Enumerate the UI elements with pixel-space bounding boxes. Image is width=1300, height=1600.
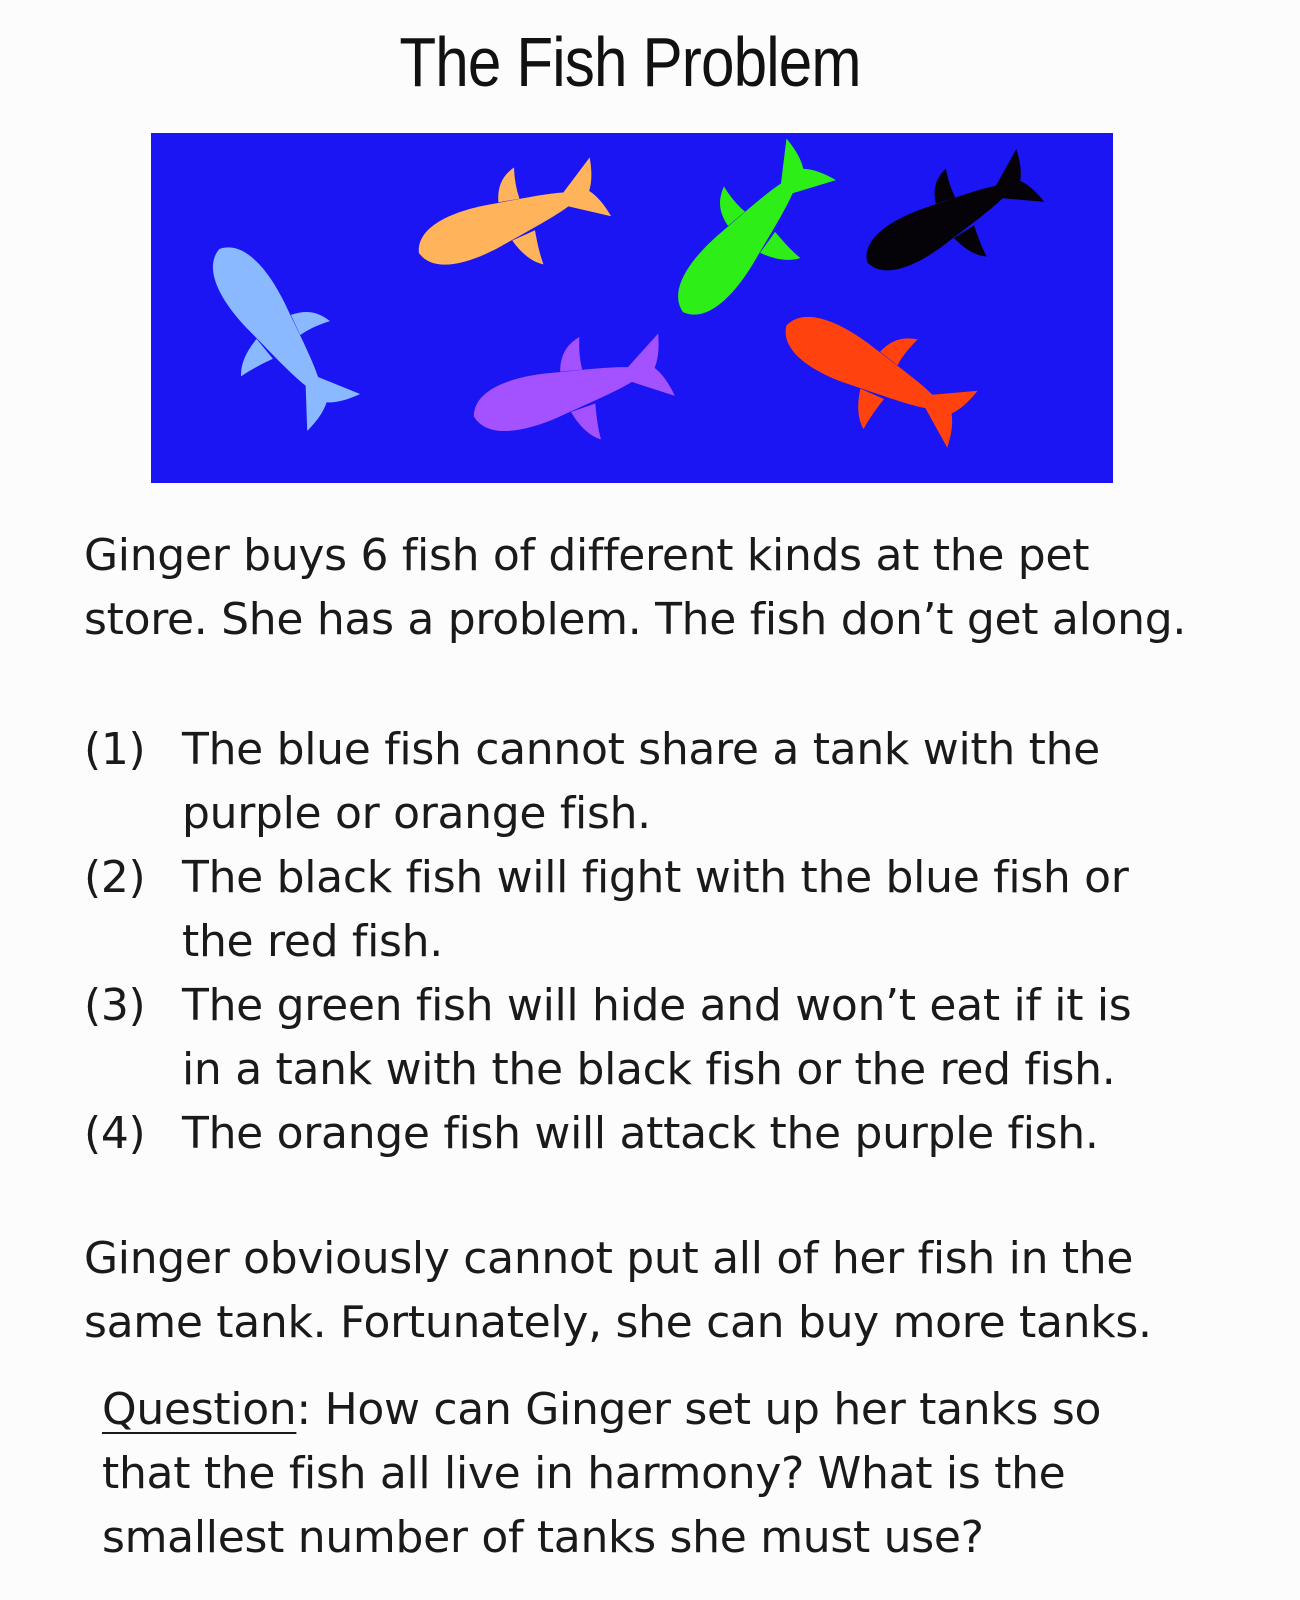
green-fish-shape — [645, 133, 853, 348]
rule-text: The blue fish cannot share a tank with the — [182, 724, 1100, 775]
purple-fish-shape — [461, 317, 681, 470]
rule-1-line-2 — [84, 782, 1131, 846]
rule-text: The green fish will hide and won’t eat if it is — [182, 980, 1132, 1031]
rule-1-line-1 — [84, 718, 1131, 782]
rule-number: (3) — [84, 980, 146, 1031]
rule-text: The black fish will fight with the blue fish or — [182, 852, 1129, 903]
intro-line-1: Ginger buys 6 fish of different kinds at the pet — [84, 530, 1090, 581]
rule-number: (4) — [84, 1108, 146, 1159]
question-text: : How can Ginger set up her tanks so — [296, 1384, 1102, 1435]
question-label: Question — [102, 1384, 297, 1435]
rule-2-line-2 — [84, 910, 1131, 974]
intro-paragraph — [84, 524, 1186, 652]
fish-tank-illustration — [151, 133, 1113, 483]
rule-text: purple or orange fish. — [182, 788, 651, 839]
rule-2-line-1 — [84, 846, 1131, 910]
rule-text: The orange fish will attack the purple fish. — [182, 1108, 1099, 1159]
question-block — [102, 1378, 1101, 1570]
outro-line-2: same tank. Fortunately, she can buy more tanks. — [84, 1297, 1152, 1348]
orange-fish-shape — [403, 142, 619, 303]
blue-fish-shape — [174, 221, 374, 444]
rule-text: in a tank with the black fish or the red fish. — [182, 1044, 1116, 1095]
red-fish-shape — [760, 282, 985, 468]
rule-4-line-1 — [84, 1102, 1131, 1166]
rule-3-line-1 — [84, 974, 1131, 1038]
outro-line-1: Ginger obviously cannot put all of her fish in the — [84, 1233, 1134, 1284]
rule-number: (1) — [84, 724, 146, 775]
outro-paragraph — [84, 1227, 1152, 1355]
fish-illustration-svg — [151, 133, 1113, 483]
rule-text: the red fish. — [182, 916, 443, 967]
rule-number: (2) — [84, 852, 146, 903]
rules-list — [84, 718, 1131, 1166]
intro-line-2: store. She has a problem. The fish don’t get along. — [84, 594, 1187, 645]
black-fish-shape — [846, 135, 1055, 307]
rule-3-line-2 — [84, 1038, 1131, 1102]
question-line-1 — [102, 1378, 1101, 1442]
question-line-2: that the fish all live in harmony? What is the — [102, 1448, 1066, 1499]
page-title: The Fish Problem — [399, 23, 861, 101]
question-line-3: smallest number of tanks she must use? — [102, 1512, 984, 1563]
